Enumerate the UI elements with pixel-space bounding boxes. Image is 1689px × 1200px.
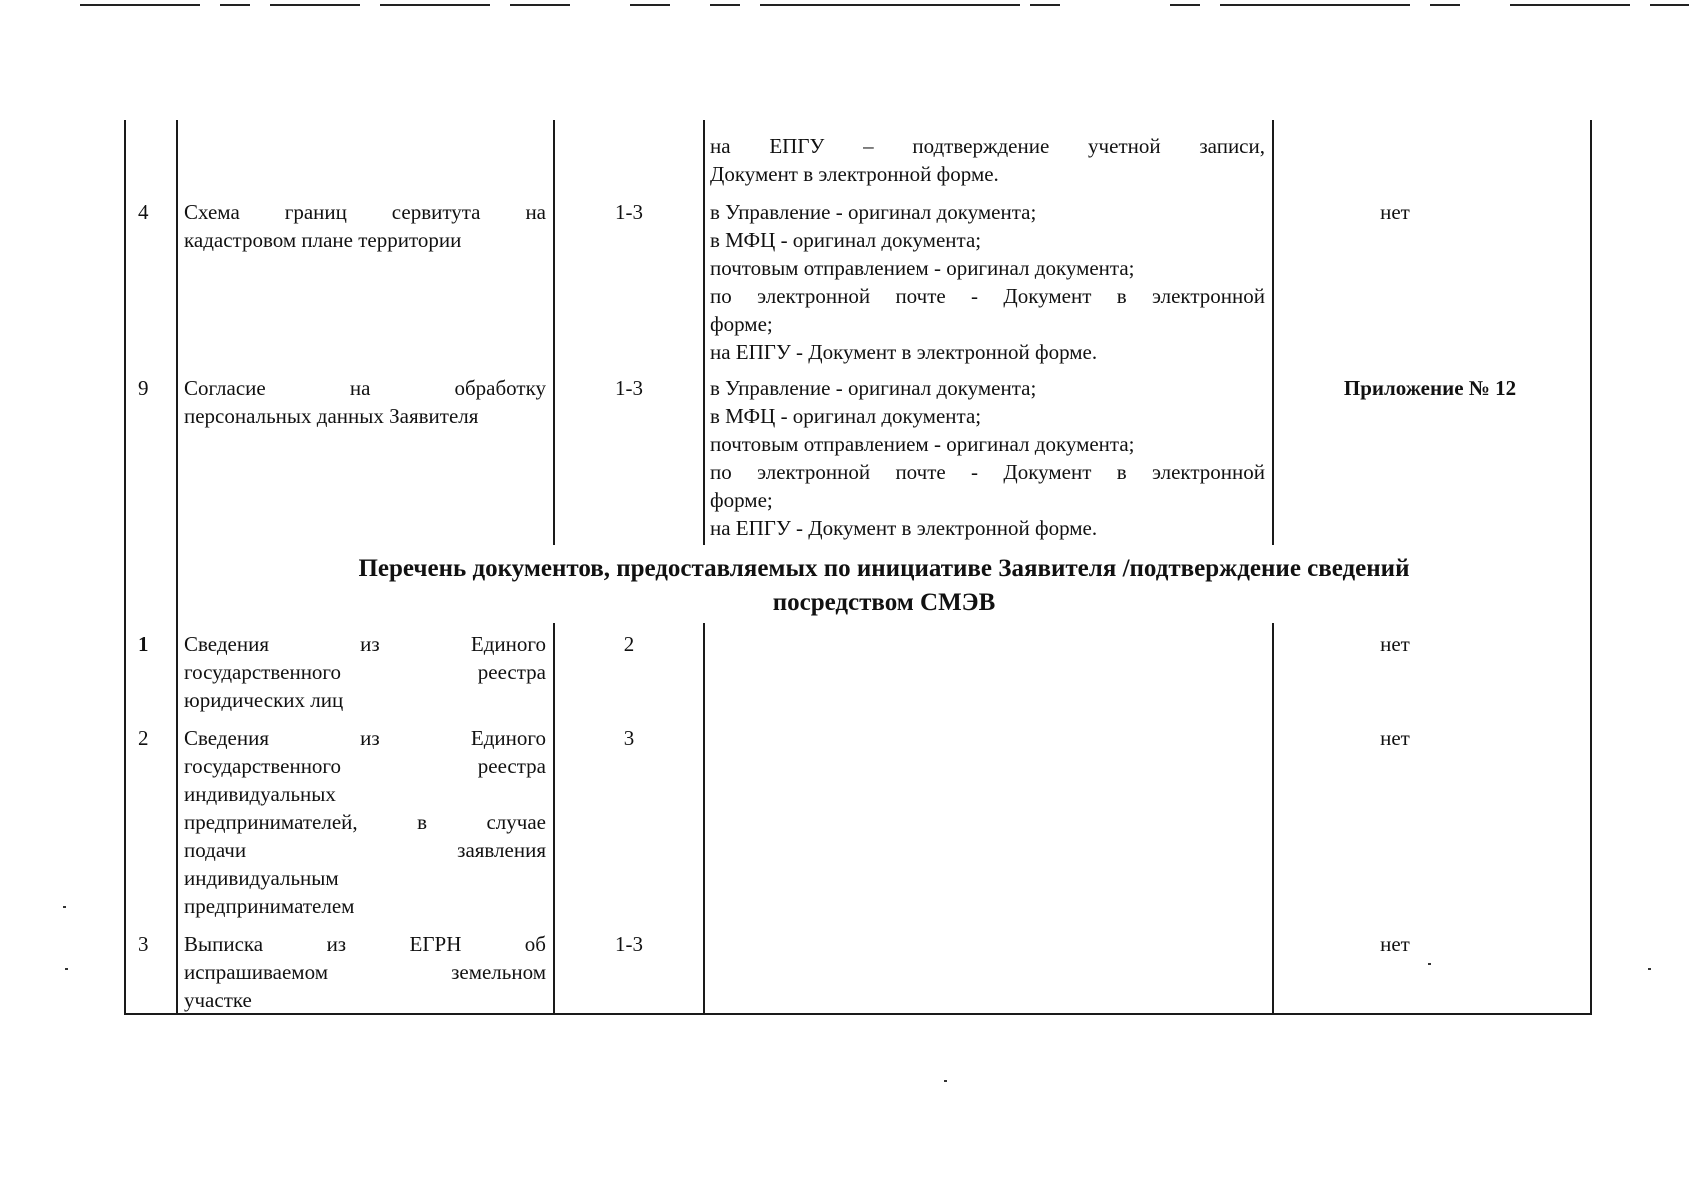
section-heading-line-2: посредством СМЭВ <box>772 589 996 616</box>
section-heading <box>178 552 1590 620</box>
column-divider-name-lower <box>553 623 555 1015</box>
column-divider-stage-lower <box>703 623 705 1015</box>
column-divider-channels <box>1272 120 1274 545</box>
smev-row-1-document-name: Сведения из Единого государственного реестра юридических лиц <box>184 632 546 712</box>
row-4-stage: 1-3 <box>615 200 643 224</box>
row-9-stage: 1-3 <box>615 376 643 400</box>
row-9-form: Приложение № 12 <box>1343 376 1517 400</box>
row-9-document-name: Согласие на обработку персональных данных Заявителя <box>184 376 546 428</box>
table-right-border <box>1590 120 1592 1015</box>
row-4-document-name: Схема границ сервитута на кадастровом плане территории <box>184 200 546 252</box>
smev-row-2-form: нет <box>1380 726 1410 750</box>
row-4-form: нет <box>1380 200 1410 224</box>
scan-speck <box>1648 968 1651 970</box>
scan-speck <box>63 906 66 908</box>
row-continuation-channels: на ЕПГУ – подтверждение учетной записи, Документ в электронной форме. <box>710 134 1265 186</box>
column-divider-stage <box>703 120 705 545</box>
smev-row-2-number: 2 <box>138 726 149 750</box>
smev-row-3-number: 3 <box>138 932 149 956</box>
scan-artifact-top-lines <box>70 0 1630 12</box>
smev-row-1-form: нет <box>1380 632 1410 656</box>
smev-row-2-document-name: Сведения из Единого государственного реестра индивидуальных предпринимателей, в случае подачи заявления индивидуальным предпринимателем <box>184 726 546 918</box>
row-4-number: 4 <box>138 200 149 224</box>
documents-table <box>124 120 1590 1015</box>
column-divider-channels-lower <box>1272 623 1274 1015</box>
row-9-number: 9 <box>138 376 149 400</box>
smev-row-3-form: нет <box>1380 932 1410 956</box>
smev-row-3-document-name: Выписка из ЕГРН об испрашиваемом земельном участке <box>184 932 546 1012</box>
section-heading-line-1: Перечень документов, предоставляемых по инициативе Заявителя /подтверждение сведений <box>358 555 1410 582</box>
scan-speck <box>1428 963 1431 965</box>
scan-speck <box>65 968 68 970</box>
row-4-submission-channels: в Управление - оригинал документа; в МФЦ - оригинал документа; почтовым отправлением - оригинал документа; по электронной почте - Документ в электронной форме; на ЕПГУ - Документ в электронной форме. <box>710 200 1265 364</box>
smev-row-1-number: 1 <box>138 632 149 656</box>
scan-speck <box>944 1080 947 1082</box>
smev-row-3-stage: 1-3 <box>615 932 643 956</box>
column-divider-name <box>553 120 555 545</box>
smev-row-1-stage: 2 <box>623 632 635 656</box>
row-9-submission-channels: в Управление - оригинал документа; в МФЦ - оригинал документа; почтовым отправлением - оригинал документа; по электронной почте - Документ в электронной форме; на ЕПГУ - Документ в электронной форме. <box>710 376 1265 540</box>
smev-row-2-stage: 3 <box>623 726 635 750</box>
table-left-border <box>124 120 126 1015</box>
